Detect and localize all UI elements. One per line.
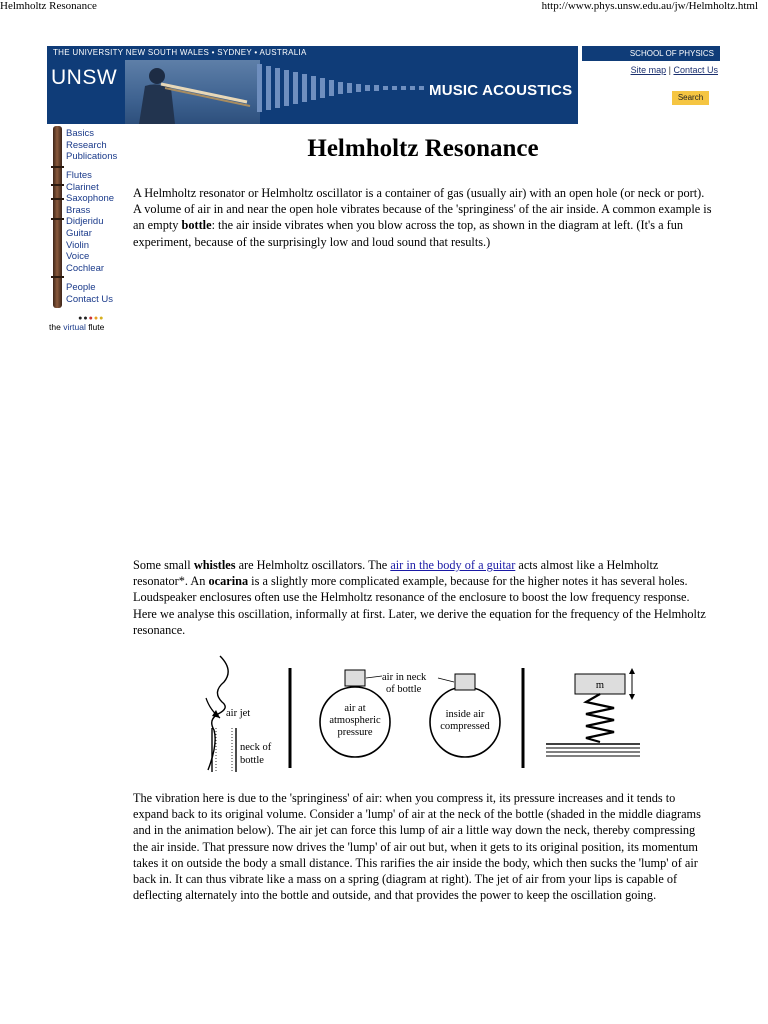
flute-key xyxy=(51,166,64,168)
p2-text-a: Some small xyxy=(133,558,194,572)
comp-label-2: compressed xyxy=(440,721,490,732)
air-jet-label: air jet xyxy=(226,708,251,719)
flute-key xyxy=(51,218,64,220)
nav-item-guitar[interactable]: Guitar xyxy=(66,227,92,239)
print-page-title: Helmholtz Resonance xyxy=(0,0,97,12)
university-tagline: THE UNIVERSITY NEW SOUTH WALES • SYDNEY • AUSTRALIA xyxy=(53,48,307,57)
virtual-flute-dots: ●●●●● xyxy=(78,315,105,322)
p2-text-c: are Helmholtz oscillators. The xyxy=(235,558,391,572)
intro-paragraph xyxy=(133,185,713,250)
vflute-flute: flute xyxy=(88,322,105,332)
nav-item-clarinet[interactable]: Clarinet xyxy=(66,181,99,193)
nav-item-publications[interactable]: Publications xyxy=(66,151,118,163)
p2-bold-whistles: whistles xyxy=(193,558,236,572)
atm-label-1: air at xyxy=(344,703,366,714)
nav-item-saxophone[interactable]: Saxophone xyxy=(66,193,115,205)
contact-us-link[interactable]: Contact Us xyxy=(673,65,718,75)
nav-item-research[interactable]: Research xyxy=(66,139,107,151)
neck-label-1: neck of xyxy=(240,742,272,753)
didjeridu-player-photo xyxy=(125,60,260,124)
nav-item-cochlear[interactable]: Cochlear xyxy=(66,262,105,274)
school-label: SCHOOL OF PHYSICS xyxy=(629,49,714,58)
nav-item-basics[interactable]: Basics xyxy=(66,128,94,139)
p1-text-c: : the air inside vibrates when you blow across the top, as shown in the diagram at left. (It's a fun experiment, because of the surprisingly low and loud sound that results.) xyxy=(133,218,683,249)
music-acoustics-title[interactable]: MUSIC ACOUSTICS xyxy=(429,82,573,99)
p2-text-f: is a slightly more complicated example, because for the higher notes it has several holes. Loudspeaker enclosures often use the Helmholtz resonance of the enclosure to boost the low frequency response. Here we analyse this oscillation, informally at first. Later, we derive the equation for the frequency of the Helmholtz resonance. xyxy=(133,574,706,637)
nav-item-voice[interactable]: Voice xyxy=(66,251,90,263)
nav-item-brass[interactable]: Brass xyxy=(66,204,91,216)
school-of-physics-link[interactable] xyxy=(582,46,720,61)
helmholtz-diagram xyxy=(190,652,670,772)
site-map-link[interactable]: Site map xyxy=(630,65,667,75)
examples-paragraph xyxy=(133,557,713,638)
p1-bold-bottle: bottle xyxy=(181,218,212,233)
flute-nav-graphic xyxy=(53,126,62,308)
air-in-neck-label-2: of bottle xyxy=(386,684,422,695)
page-title: Helmholtz Resonance xyxy=(307,135,539,162)
atm-label-2: atmospheric xyxy=(329,715,381,726)
p1-text-a: A Helmholtz resonator or Helmholtz oscillator is a container of gas (usually air) with an open hole (or neck or port). A volume of air in and near the open hole vibrates because of the 'springiness' of the air inside. A common example is an empty xyxy=(133,186,712,233)
unsw-logo[interactable]: UNSW xyxy=(51,66,118,89)
search-button[interactable]: Search xyxy=(672,91,709,105)
nav-group-instruments xyxy=(66,170,114,274)
sound-bars-graphic xyxy=(257,64,427,112)
site-banner[interactable] xyxy=(47,46,578,124)
nav-item-people[interactable]: People xyxy=(66,282,96,293)
comp-label-1: inside air xyxy=(445,709,485,720)
p2-text-d: acts almost like a Helmholtz resonator*. An xyxy=(133,558,659,589)
link-separator: | xyxy=(668,65,671,75)
spring xyxy=(586,694,614,742)
nav-item-flutes[interactable]: Flutes xyxy=(66,170,92,181)
nav-group-people xyxy=(66,282,113,305)
nav-item-violin[interactable]: Violin xyxy=(66,239,90,251)
vflute-virtual: virtual xyxy=(63,322,86,332)
air-in-neck-label-1: air in neck xyxy=(382,672,427,683)
virtual-flute-link[interactable] xyxy=(49,316,104,332)
guitar-air-link[interactable]: air in the body of a guitar xyxy=(390,558,516,572)
mass-label: m xyxy=(595,680,605,691)
nav-item-didjeridu[interactable]: Didjeridu xyxy=(66,216,104,228)
atm-label-3: pressure xyxy=(337,727,373,738)
vflute-the: the xyxy=(49,322,61,332)
flute-key xyxy=(51,184,64,186)
print-page-url: http://www.phys.unsw.edu.au/jw/Helmholtz.html xyxy=(541,0,758,12)
nav-group-main xyxy=(66,128,117,163)
top-links xyxy=(631,65,718,75)
p2-bold-ocarina: ocarina xyxy=(208,574,249,589)
vibration-paragraph: The vibration here is due to the 'springiness' of air: when you compress it, its pressure increases and it tends to expand back to its original volume. Consider a 'lump' of air at the neck of the bottle (shaded in the middle diagrams and in the animation below). The air jet can force this lump of air a little way down the neck, thereby compressing the air inside. That pressure now drives the 'lump' of air out but, when it gets to its original position, its momentum takes it on outside the body a small distance. This rarifies the air inside the body, which then sucks the 'lump' of air back in. It can thus vibrate like a mass on a spring (diagram at right). The jet of air from your lips is capable of deflecting alternately into the bottle and outside, and that provides the power to keep the oscillation going. xyxy=(133,791,701,903)
neck-label-2: bottle xyxy=(240,755,264,766)
flute-key xyxy=(51,276,64,278)
nav-item-contact-us[interactable]: Contact Us xyxy=(66,293,113,305)
flute-key xyxy=(51,198,64,200)
